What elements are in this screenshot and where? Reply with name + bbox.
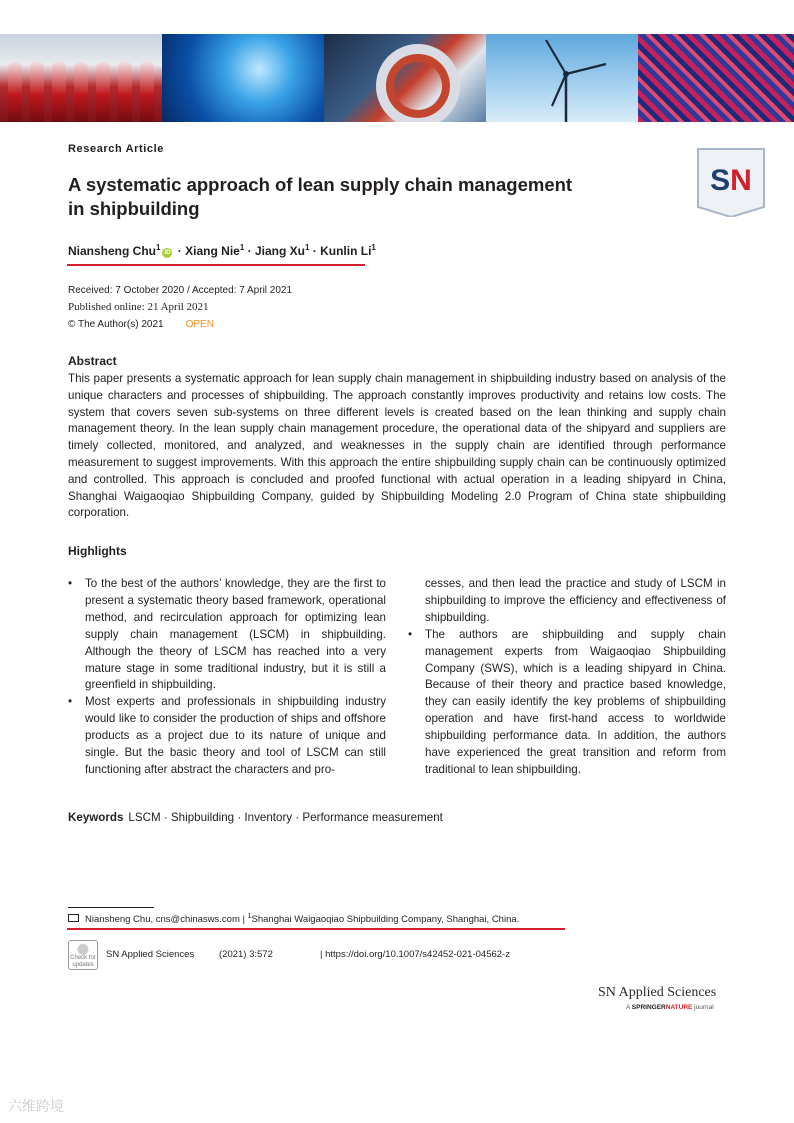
keywords-list: LSCM · Shipbuilding · Inventory · Performance measurement (128, 811, 443, 824)
author-list: Niansheng Chu$^1$iD · Xiang Nie$^1$ · Jiang $Xu^1$ · Kunlin Li$^1$ (68, 243, 376, 258)
check-for-updates-badge[interactable]: Check for updates (68, 940, 98, 970)
highlight-item: • To the best of the authors’ knowledge, they are the first to present a systematic theory based framework, operational method, and recirculation approach for optimizing lean supply chain management (LSCM) in shipbuilding. Although the theory of LSCM has reached into a very mature stage in some traditional industry, but it is still a greenfield in shipbuilding. (68, 576, 386, 694)
author-name[interactable]: Jiang Xu (254, 244, 305, 258)
highlights-column-left (68, 576, 386, 779)
sn-logo-text: SN (710, 164, 752, 197)
springer-nature-tag (626, 1004, 714, 1011)
author-name[interactable]: Xiang Nie (185, 244, 240, 258)
author-underline (67, 264, 365, 266)
publisher-journal-name: SN Applied Sciences (598, 985, 717, 1000)
orcid-icon[interactable]: iD (164, 250, 171, 256)
sn-logo (696, 147, 766, 217)
watermark: 六维跨境 (8, 1098, 64, 1114)
highlight-item: • The authors are shipbuilding and supply chain management experts from Waigaoqiao Shipbuilding Company (SWS), which is a leading shipyard in China. Because of their theory and practice based knowledge, they can easily identify the key problems of shipbuilding operation and have first-hand access to worldwide shipbuilding performance data. In addition, the authors have experienced the great transition and reform from traditional to lean shipbuilding. (408, 627, 726, 779)
header-banner (0, 34, 794, 122)
author-affiliation-mark: 1 (156, 243, 161, 252)
abstract-text: This paper presents a systematic approach for lean supply chain management in shipbuilding industry based on analysis of the unique characters and processes of shipbuilding. The approach constantly improves productivity and retains low costs. The system that covers seven sub-systems on three different levels is created based on the lean thinking and supply chain management theory. In the lean supply chain management procedure, the operational data of the shipyard and suppliers are timely collected, monitored, and analyzed, and weaknesses in the supply chain are identified through performance measurement to suggest improvements. With this approach the entire shipbuilding supply chain can be continuously optimized and controlled. This approach is concluded and proofed functional with actual operation in a leading shipyard in China, Shanghai Waigaoqiao Shipbuilding Company, guided by Shipbuilding Modeling 2.0 Program of China state shipbuilding corporation. (68, 372, 726, 520)
envelope-icon (68, 914, 79, 922)
highlight-item-continued: cesses, and then lead the practice and study of LSCM in shipbuilding to improve the efficiency and effectiveness of shipbuilding. (425, 577, 726, 624)
footnote-underline (67, 928, 565, 930)
banner-mesh-image (638, 34, 794, 122)
received-date: Received: 7 October 2020 / Accepted: 7 April 2021 (68, 285, 293, 296)
title-line-1: A systematic approach of lean supply chain management (68, 174, 573, 195)
author-name[interactable]: Niansheng Chu (68, 244, 157, 258)
copyright-line (68, 316, 292, 333)
highlights-column-right (408, 576, 726, 779)
tag-suffix: journal (694, 1004, 714, 1011)
affiliation-mark: 1 (247, 913, 252, 920)
banner-lab-image (0, 34, 162, 122)
author-affiliation-mark: 1 (239, 243, 245, 252)
doi-link[interactable]: | https://doi.org/10.1007/s42452-021-04562-z (320, 949, 510, 960)
author-name[interactable]: Kunlin Li (320, 244, 372, 258)
tag-prefix: A (626, 1004, 630, 1011)
open-access-badge[interactable]: OPEN (185, 319, 214, 330)
banner-machinery-image (324, 34, 486, 122)
highlight-item: • Most experts and professionals in shipbuilding industry would like to consider the production of ships and offshore products as a project due to its nature of unique and single. But the basic theory and tool of LSCM can still functioning after abstract the characters and pro- (68, 694, 386, 779)
page-title (68, 173, 588, 221)
banner-energy-image (162, 34, 324, 122)
article-type: Research Article (68, 143, 165, 155)
keywords-label: Keywords (68, 811, 124, 824)
footnote-rule (68, 907, 154, 908)
affiliation: Shanghai Waigaoqiao Shipbuilding Company, Shanghai, China. (251, 914, 520, 926)
highlights-heading: Highlights (68, 544, 127, 558)
nature-word: NATURE (665, 1004, 693, 1011)
published-date: Published online: 21 April 2021 (68, 301, 209, 313)
corresponding-author[interactable]: Niansheng Chu, cns@chinasws.com (85, 914, 240, 926)
citation-journal: SN Applied Sciences (106, 949, 195, 960)
springer-word: SPRINGER (631, 1004, 666, 1011)
author-affiliation-mark: 1 (304, 243, 310, 252)
author-affiliation-mark: 1 (371, 243, 376, 252)
banner-wind-turbine-image (486, 34, 638, 122)
copyright-text: © The Author(s) 2021 (68, 319, 164, 330)
footnote: Niansheng Chu, cns@chinasws.com | $^1$Shanghai Waigaoqiao Shipbuilding Company, Shanghai, China. (68, 913, 519, 925)
article-dates (68, 282, 292, 333)
keywords (68, 811, 443, 824)
citation-volume: (2021) 3:572 (219, 949, 273, 960)
abstract-heading: Abstract (68, 354, 117, 368)
title-line-2: in shipbuilding (68, 198, 200, 219)
